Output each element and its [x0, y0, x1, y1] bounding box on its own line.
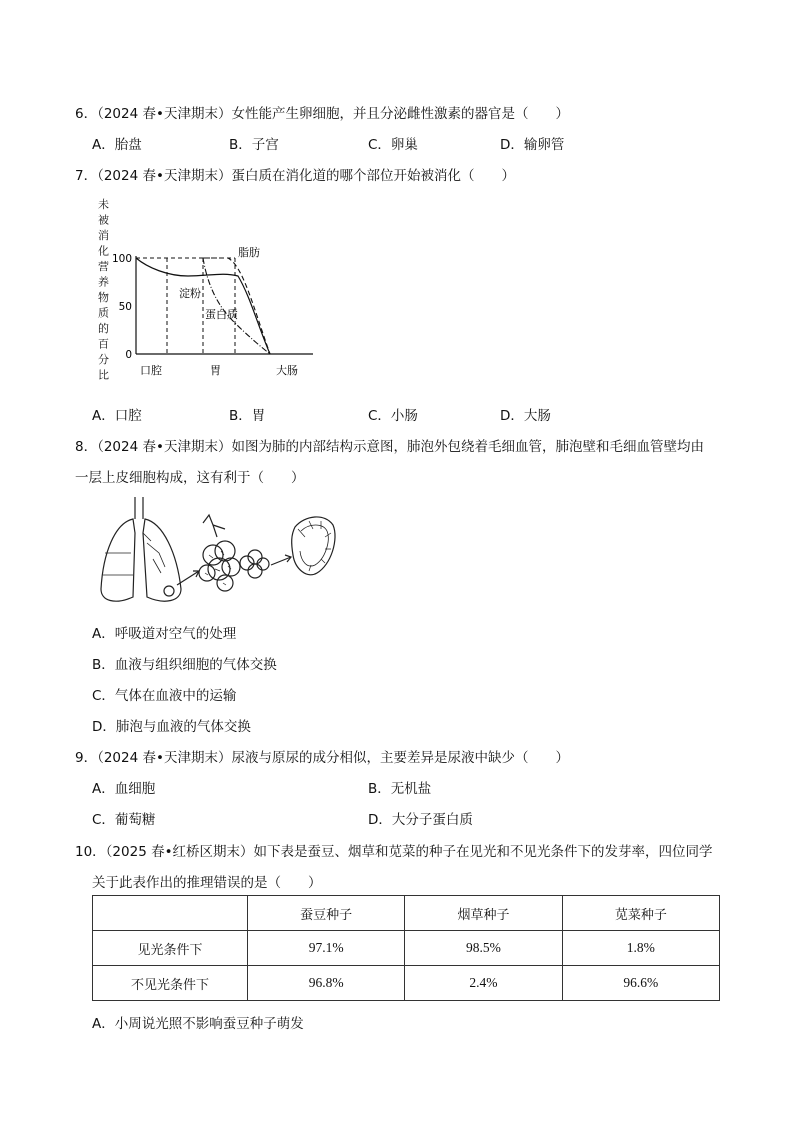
ylabel-char: 化	[98, 244, 109, 258]
left-lung	[101, 519, 135, 601]
label-protein: 蛋白质	[205, 308, 238, 321]
alveolus	[292, 517, 335, 575]
digestion-chart	[88, 196, 328, 386]
q9-option-c[interactable]: C．葡萄糖	[92, 812, 156, 828]
q6-option-b[interactable]: B．子宫	[229, 137, 279, 153]
table-cell: 96.8%	[248, 966, 405, 1001]
ylabel-char: 的	[98, 322, 109, 335]
ylabel-char: 分	[98, 353, 109, 366]
fat-curve	[203, 258, 270, 354]
ylabel-char: 养	[98, 275, 109, 289]
question-9-text: 9．（2024 春•天津期末）尿液与原尿的成分相似，主要差异是尿液中缺少（ ）	[75, 750, 569, 766]
table-cell: 1.8%	[562, 931, 719, 966]
label-fat: 脂肪	[238, 246, 260, 259]
q8-option-b[interactable]: B．血液与组织细胞的气体交换	[92, 657, 277, 673]
protein-curve	[203, 258, 270, 354]
table-cell: 98.5%	[405, 931, 562, 966]
q6-option-a[interactable]: A．胎盘	[92, 137, 142, 153]
q9-option-b[interactable]: B．无机盐	[368, 781, 432, 797]
q7-option-b[interactable]: B．胃	[229, 408, 266, 424]
ytick-50: 50	[118, 301, 132, 313]
ylabel-char: 比	[98, 368, 109, 382]
q8-option-c[interactable]: C．气体在血液中的运输	[92, 688, 237, 704]
ylabel-char: 物	[98, 291, 109, 304]
ylabel-char: 营	[98, 260, 109, 273]
ytick-100: 100	[111, 253, 132, 265]
q8-option-d[interactable]: D．肺泡与血液的气体交换	[92, 719, 251, 735]
q10-option-a[interactable]: A．小周说光照不影响蚕豆种子萌发	[92, 1016, 304, 1032]
table-cell: 见光条件下	[93, 931, 248, 966]
table-header-cell: 苋菜种子	[562, 896, 719, 931]
ylabel-char: 消	[98, 229, 109, 242]
q7-option-a[interactable]: A．口腔	[92, 408, 142, 424]
table-row	[93, 931, 720, 966]
table-header-cell: 烟草种子	[405, 896, 562, 931]
xtick-stomach: 胃	[210, 364, 221, 377]
germination-table	[92, 895, 720, 1001]
question-8-line2: 一层上皮细胞构成，这有利于（ ）	[75, 470, 305, 486]
question-8-line1: 8．（2024 春•天津期末）如图为肺的内部结构示意图，肺泡外包绕着毛细血管，肺泡壁和毛细血管壁均由	[75, 439, 704, 455]
table-header-row	[93, 896, 720, 931]
ylabel-char: 被	[98, 213, 109, 227]
trachea	[135, 497, 143, 519]
ytick-0: 0	[125, 349, 132, 361]
q9-option-d[interactable]: D．大分子蛋白质	[368, 812, 473, 828]
label-starch: 淀粉	[179, 287, 201, 300]
ylabel-char: 质	[98, 306, 109, 320]
table-cell: 97.1%	[248, 931, 405, 966]
table-row	[93, 966, 720, 1001]
q6-option-c[interactable]: C．卵巢	[368, 137, 418, 153]
table-header-cell	[93, 896, 248, 931]
q8-option-a[interactable]: A．呼吸道对空气的处理	[92, 626, 237, 642]
table-cell: 96.6%	[562, 966, 719, 1001]
xtick-large-intestine: 大肠	[276, 364, 298, 377]
q7-option-d[interactable]: D．大肠	[500, 408, 551, 424]
table-cell: 不见光条件下	[93, 966, 248, 1001]
question-10-line1: 10．（2025 春•红桥区期末）如下表是蚕豆、烟草和苋菜的种子在见光和不见光条件下的发芽率，四位同学	[75, 844, 713, 860]
question-6-text: 6．（2024 春•天津期末）女性能产生卵细胞，并且分泌雌性激素的器官是（ ）	[75, 106, 569, 122]
question-7-text: 7．（2024 春•天津期末）蛋白质在消化道的哪个部位开始被消化（ ）	[75, 168, 515, 184]
arrow-1	[177, 571, 199, 585]
table-header-cell: 蚕豆种子	[248, 896, 405, 931]
question-10-line2: 关于此表作出的推理错误的是（ ）	[92, 875, 322, 891]
table-cell: 2.4%	[405, 966, 562, 1001]
lung-structure-diagram	[95, 493, 345, 611]
q6-option-d[interactable]: D．输卵管	[500, 137, 565, 153]
q9-option-a[interactable]: A．血细胞	[92, 781, 156, 797]
xtick-mouth: 口腔	[140, 364, 162, 377]
alveoli-highlight-circle	[164, 586, 174, 596]
digestion-chart-svg	[88, 196, 328, 386]
lung-diagram-svg	[95, 493, 345, 611]
q7-option-c[interactable]: C．小肠	[368, 408, 418, 424]
ylabel-char: 未	[98, 198, 109, 211]
ylabel-char: 百	[98, 337, 109, 351]
